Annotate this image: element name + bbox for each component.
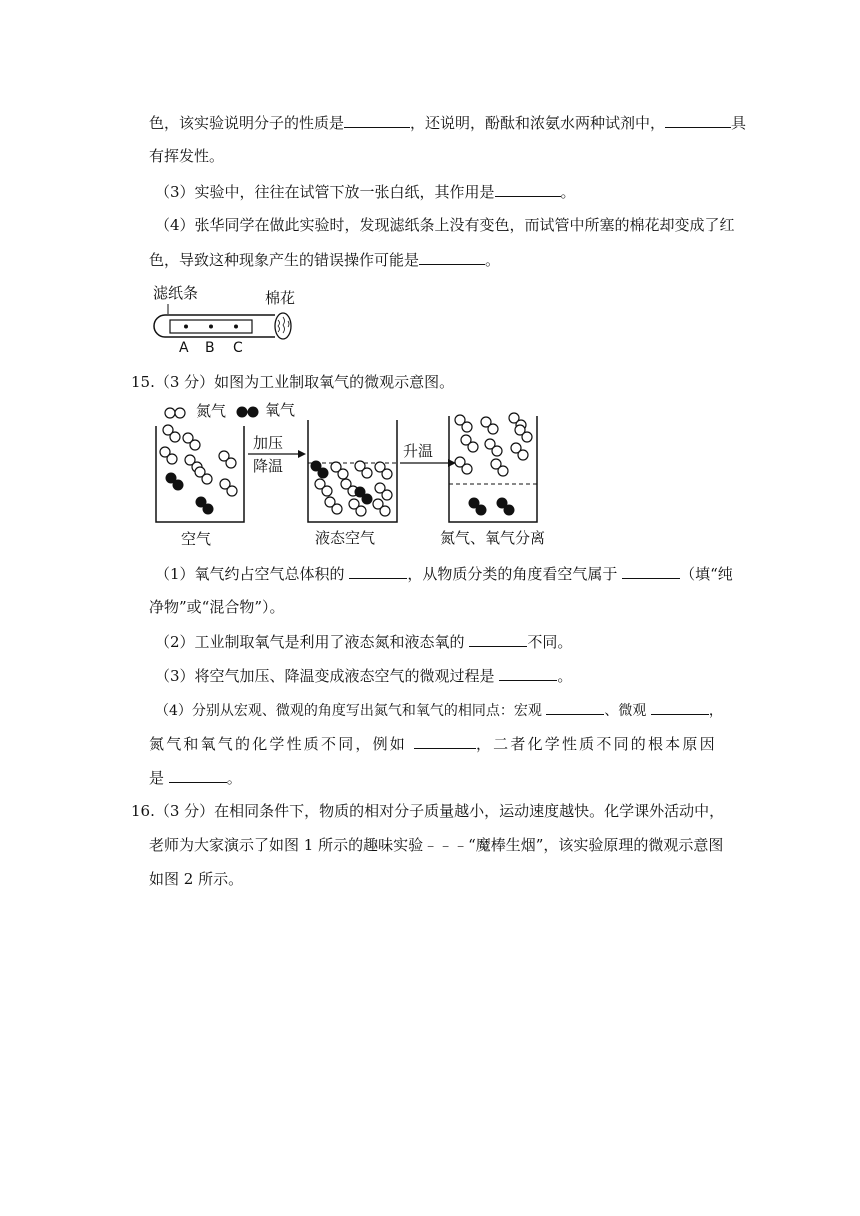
q15-text-1b: ，从物质分类的角度看空气属于 (407, 565, 623, 583)
point-a-label: A (179, 340, 189, 356)
answer-blank[interactable] (651, 699, 709, 715)
q14-line-2: 有挥发性。 (149, 147, 225, 165)
q15-part-4 (155, 699, 723, 721)
separated-oxygen-molecules (469, 498, 515, 516)
q14-text-3b: 。 (560, 183, 576, 201)
arrow-compress-head (298, 450, 306, 458)
answer-blank[interactable] (344, 112, 410, 128)
q15-text-4c: ， (708, 703, 723, 719)
air-molecules (160, 425, 237, 515)
q16-line-2: 老师为大家演示了如图 1 所示的趣味实验﹣﹣﹣“魔棒生烟”，该实验原理的微观示意图 (149, 836, 724, 854)
q15-text-1a: （1）氧气约占空气总体积的 (155, 565, 350, 583)
liquid-air-molecules (311, 461, 393, 517)
test-tube-figure (150, 282, 310, 357)
drop-b (209, 325, 213, 329)
answer-blank[interactable] (469, 631, 527, 647)
drop-a (184, 325, 188, 329)
q15-text-3b: 。 (557, 667, 573, 685)
q15-text-4b: 、微观 (604, 703, 651, 719)
q15-text-3a: （3）将空气加压、降温变成液态空气的微观过程是 (155, 667, 500, 685)
drop-c (234, 325, 238, 329)
point-c-label: C (233, 340, 243, 356)
q15-text-5a: 氮气和氧气的化学性质不同，例如 (149, 735, 414, 753)
answer-blank[interactable] (665, 112, 731, 128)
q15-text-2b: 不同。 (527, 633, 573, 651)
answer-blank[interactable] (499, 665, 557, 681)
caption-separation: 氮气、氧气分离 (440, 529, 546, 547)
q15-part-1 (155, 563, 733, 584)
answer-blank[interactable] (419, 249, 485, 265)
answer-blank[interactable] (349, 563, 407, 579)
q14-text-1a: 色，该实验说明分子的性质是 (149, 114, 345, 132)
legend-oxygen-molecule (237, 407, 259, 418)
filter-paper-label: 滤纸条 (153, 284, 199, 302)
point-b-label: B (205, 340, 215, 356)
arrow-heat-label: 升温 (403, 442, 434, 460)
q14-line-4: （4）张华同学在做此实验时，发现滤纸条上没有变色，而试管中所塞的棉花却变成了红 (155, 216, 735, 234)
q14-line-5 (149, 249, 500, 270)
arrow-compress-label: 加压 (253, 434, 284, 452)
q14-line-3 (155, 181, 576, 202)
q15-part-5 (149, 733, 717, 754)
q15-part-1-cont: 净物”或“混合物”）。 (149, 598, 285, 616)
q14-text-5b: 。 (485, 251, 501, 269)
q15-text-6b: 。 (226, 769, 242, 787)
q15-part-3 (155, 665, 572, 686)
q15-part-2 (155, 631, 572, 652)
q15-part-6 (149, 767, 242, 788)
separated-nitrogen-molecules (455, 413, 532, 476)
answer-blank[interactable] (414, 733, 476, 749)
answer-blank[interactable] (622, 563, 680, 579)
caption-liquid-air: 液态空气 (315, 529, 376, 547)
caption-air: 空气 (181, 530, 212, 548)
q15-text-1c: （填“纯 (680, 565, 733, 583)
q15-text-5b: ，二者化学性质不同的根本原因 (475, 735, 717, 753)
q15-text-6a: 是 (149, 769, 169, 787)
q15-text-2a: （2）工业制取氧气是利用了液态氮和液态氧的 (155, 633, 470, 651)
answer-blank[interactable] (169, 767, 227, 783)
legend-nitrogen-molecule (165, 408, 185, 418)
test-tube-drawing (150, 282, 310, 357)
q14-text-5a: 色，导致这种现象产生的错误操作可能是 (149, 251, 420, 269)
q15-text-4a: （4）分别从宏观、微观的角度写出氮气和氧气的相同点：宏观 (155, 703, 547, 719)
q16-line-1: 16.（3 分）在相同条件下，物质的相对分子质量越小，运动速度越快。化学课外活动中， (131, 802, 725, 820)
q14-text-3a: （3）实验中，往往在试管下放一张白纸，其作用是 (155, 183, 495, 201)
q15-title: 15.（3 分）如图为工业制取氧气的微观示意图。 (131, 373, 455, 391)
arrow-cool-label: 降温 (253, 457, 284, 475)
answer-blank[interactable] (546, 699, 604, 715)
oxygen-production-figure (150, 400, 550, 552)
q14-line-1 (149, 112, 746, 133)
legend-nitrogen-label: 氮气 (196, 402, 227, 420)
q14-text-1b: ，还说明，酚酞和浓氨水两种试剂中， (410, 114, 666, 132)
cotton-label: 棉花 (265, 289, 296, 307)
legend-oxygen-label: 氧气 (265, 401, 296, 419)
answer-blank[interactable] (495, 181, 561, 197)
q16-line-3: 如图 2 所示。 (149, 870, 244, 888)
q14-text-1c: 具 (731, 114, 747, 132)
